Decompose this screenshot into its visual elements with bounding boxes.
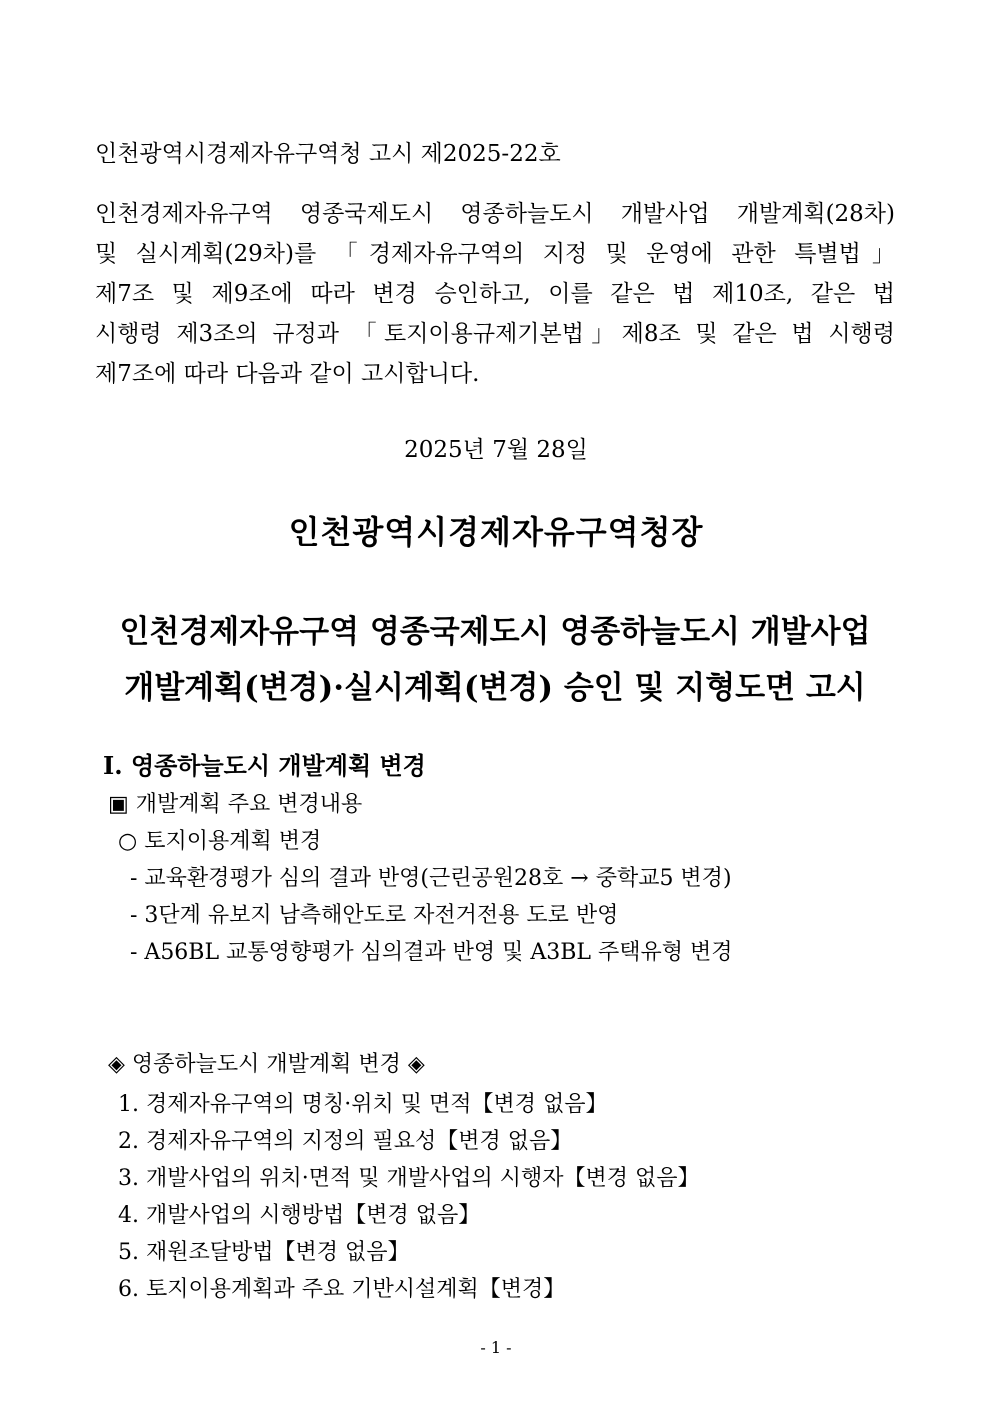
list-item: 5. 재원조달방법【변경 없음】 [118, 1240, 410, 1265]
section-heading: Ⅰ. 영종하늘도시 개발계획 변경 [103, 751, 426, 780]
detail-item: - A56BL 교통영향평가 심의결과 반영 및 A3BL 주택유형 변경 [130, 940, 733, 965]
intro-line: 제7조 및 제9조에 따라 변경 승인하고, 이를 같은 법 제10조, 같은 법 [95, 281, 895, 307]
detail-item: - 3단계 유보지 남측해안도로 자전거전용 도로 반영 [130, 903, 619, 928]
document-title [95, 604, 895, 716]
document-title-line: 인천경제자유구역 영종국제도시 영종하늘도시 개발사업 [119, 614, 871, 650]
intro-line: 인천경제자유구역 영종국제도시 영종하늘도시 개발사업 개발계획(28차) [95, 201, 895, 227]
list-item: 6. 토지이용계획과 주요 기반시설계획【변경】 [118, 1277, 566, 1302]
page-number: - 1 - [480, 1338, 512, 1357]
intro-line: 제7조에 따라 다음과 같이 고시합니다. [95, 361, 480, 387]
intro-paragraph [95, 194, 895, 394]
list-item-heading: ○ 토지이용계획 변경 [118, 829, 322, 854]
intro-line: 시행령 제3조의 규정과 「토지이용규제기본법」제8조 및 같은 법 시행령 [95, 321, 895, 347]
section-banner: ◈ 영종하늘도시 개발계획 변경 ◈ [108, 1052, 425, 1077]
list-item: 4. 개발사업의 시행방법【변경 없음】 [118, 1203, 481, 1228]
detail-item: - 교육환경평가 심의 결과 반영(근린공원28호 → 중학교5 변경) [130, 866, 732, 891]
subsection-heading: ▣ 개발계획 주요 변경내용 [108, 792, 363, 817]
issuer-name: 인천광역시경제자유구역청장 [288, 513, 704, 551]
list-item: 2. 경제자유구역의 지정의 필요성【변경 없음】 [118, 1129, 573, 1154]
notice-number: 인천광역시경제자유구역청 고시 제2025-22호 [95, 141, 561, 167]
notice-date: 2025년 7월 28일 [404, 437, 588, 463]
document-title-line: 개발계획(변경)·실시계획(변경) 승인 및 지형도면 고시 [124, 670, 866, 706]
list-item: 3. 개발사업의 위치·면적 및 개발사업의 시행자【변경 없음】 [118, 1166, 700, 1191]
intro-line: 및 실시계획(29차)를 「경제자유구역의 지정 및 운영에 관한 특별법」 [95, 241, 895, 267]
list-item: 1. 경제자유구역의 명칭·위치 및 면적【변경 없음】 [118, 1092, 608, 1117]
